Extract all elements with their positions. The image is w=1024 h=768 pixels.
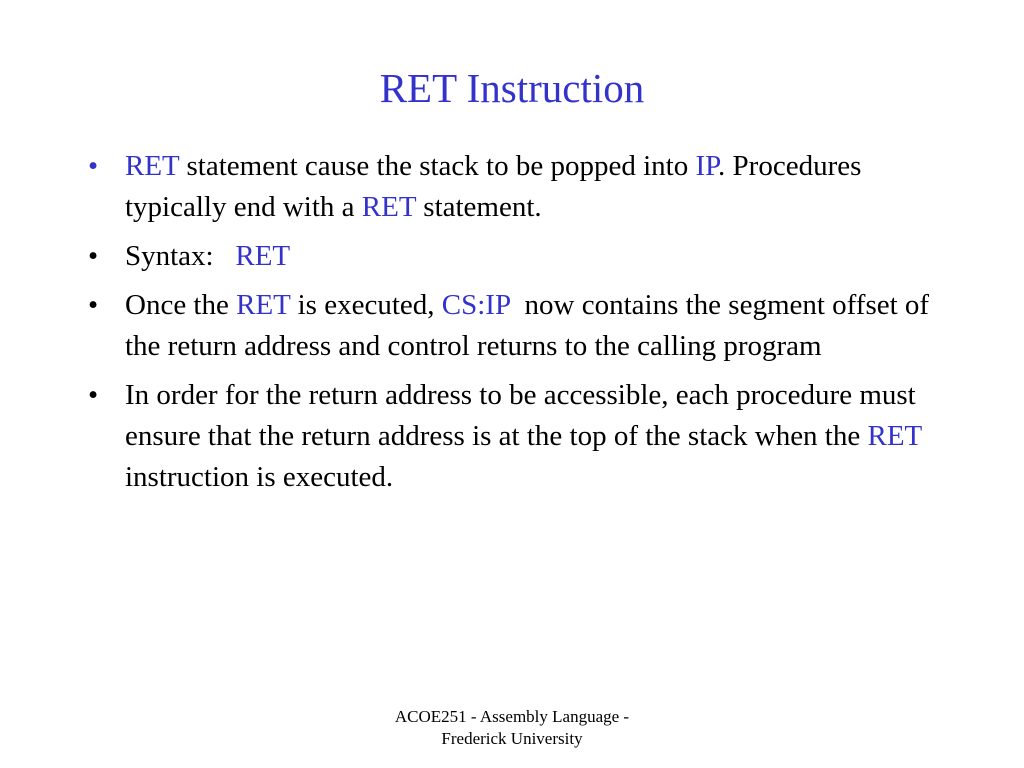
- bullet-item: [88, 375, 938, 498]
- footer-line-university: Frederick University: [441, 729, 583, 748]
- slide-footer: [354, 706, 670, 750]
- bullet-text: statement.: [416, 191, 542, 223]
- bullet-list: [88, 146, 938, 506]
- bullet-item: [88, 146, 938, 228]
- highlighted-keyword: RET: [236, 289, 291, 321]
- highlighted-keyword: RET: [361, 191, 417, 223]
- footer-line-course: ACOE251 - Assembly Language -: [394, 707, 630, 726]
- bullet-icon: •: [88, 289, 99, 321]
- bullet-text: . Procedures typically end with a: [125, 150, 869, 223]
- bullet-icon: •: [88, 150, 99, 182]
- bullet-text: now contains the segment offset of the return address and control returns to the calling program: [125, 289, 937, 362]
- highlighted-keyword: IP: [695, 150, 719, 182]
- bullet-icon: •: [88, 379, 99, 411]
- bullet-text: In order for the return address to be accessible, each procedure must ensure that the return address is at the top of the stack when the: [125, 379, 923, 452]
- bullet-item: [88, 285, 938, 367]
- bullet-icon: •: [88, 240, 99, 272]
- highlighted-keyword: CS:IP: [441, 289, 511, 321]
- bullet-text: statement cause the stack to be popped into: [179, 150, 696, 182]
- bullet-item: [88, 236, 938, 277]
- bullet-text: instruction is executed.: [125, 420, 929, 493]
- bullet-text: Syntax:: [125, 240, 236, 272]
- highlighted-keyword: RET: [125, 150, 180, 182]
- highlighted-keyword: RET: [867, 420, 922, 452]
- bullet-text: is executed,: [290, 289, 442, 321]
- highlighted-keyword: RET: [235, 240, 291, 272]
- slide-title: RET Instruction: [379, 65, 645, 111]
- bullet-text: Once the: [125, 289, 237, 321]
